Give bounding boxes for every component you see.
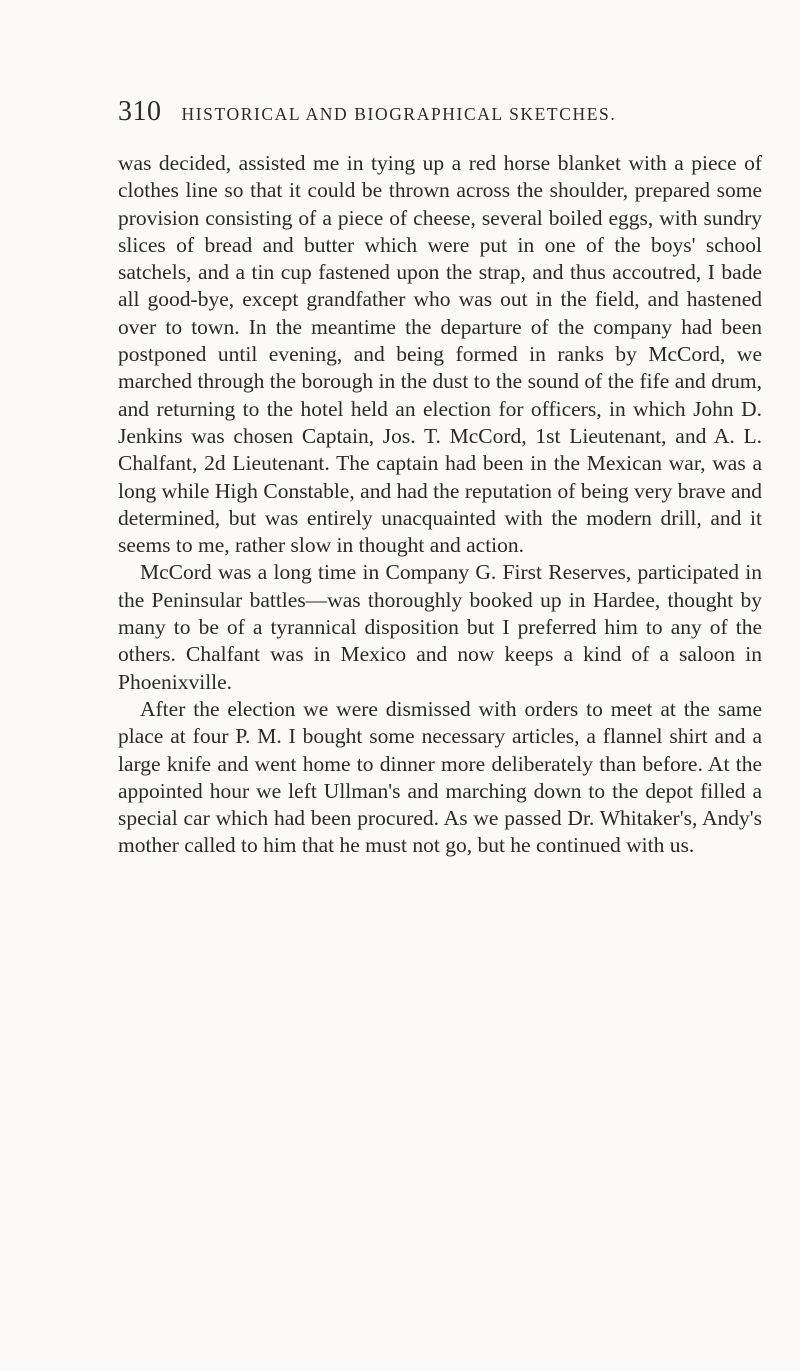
running-header [118, 96, 758, 136]
paragraph-1: was decided, assisted me in tying up a red horse blanket with a piece of clothes line so that it could be thrown across the shoulder, prepared some provision consisting of a piece of cheese, several boiled eggs, with sundry slices of bread and butter which were put in one of the boys' school satchels, and a tin cup fastened upon the strap, and thus accoutred, I bade all good-bye, except grandfather who was out in the field, and hastened over to town. In the meantime the departure of the company had been postponed until evening, and being formed in ranks by McCord, we marched through the borough in the dust to the sound of the fife and drum, and returning to the hotel held an election for officers, in which John D. Jenkins was chosen Captain, Jos. T. McCord, 1st Lieutenant, and A. L. Chalfant, 2d Lieutenant. The captain had been in the Mexican war, was a long while High Constable, and had the reputation of being very brave and determined, but was entirely unacquainted with the modern drill, and it seems to me, rather slow in thought and action. [118, 151, 762, 558]
paragraph-3: After the election we were dismissed with orders to meet at the same place at four P. M. I bought some necessary articles, a flannel shirt and a large knife and went home to dinner more deliberately than before. At the appointed hour we left Ullman's and marching down to the depot filled a special car which had been procured. As we passed Dr. Whitaker's, Andy's mother called to him that he must not go, but he continued with us. [118, 696, 762, 858]
paragraph-2: McCord was a long time in Company G. First Reserves, participated in the Peninsular battles—was thoroughly booked up in Hardee, thought by many to be of a tyrannical disposition but I preferred him to any of the others. Chalfant was in Mexico and now keeps a kind of a saloon in Phoenixville. [118, 560, 762, 694]
page-number: 310 [118, 96, 162, 127]
body-text [118, 150, 762, 860]
running-title: HISTORICAL AND BIOGRAPHICAL SKETCHES. [181, 104, 617, 124]
